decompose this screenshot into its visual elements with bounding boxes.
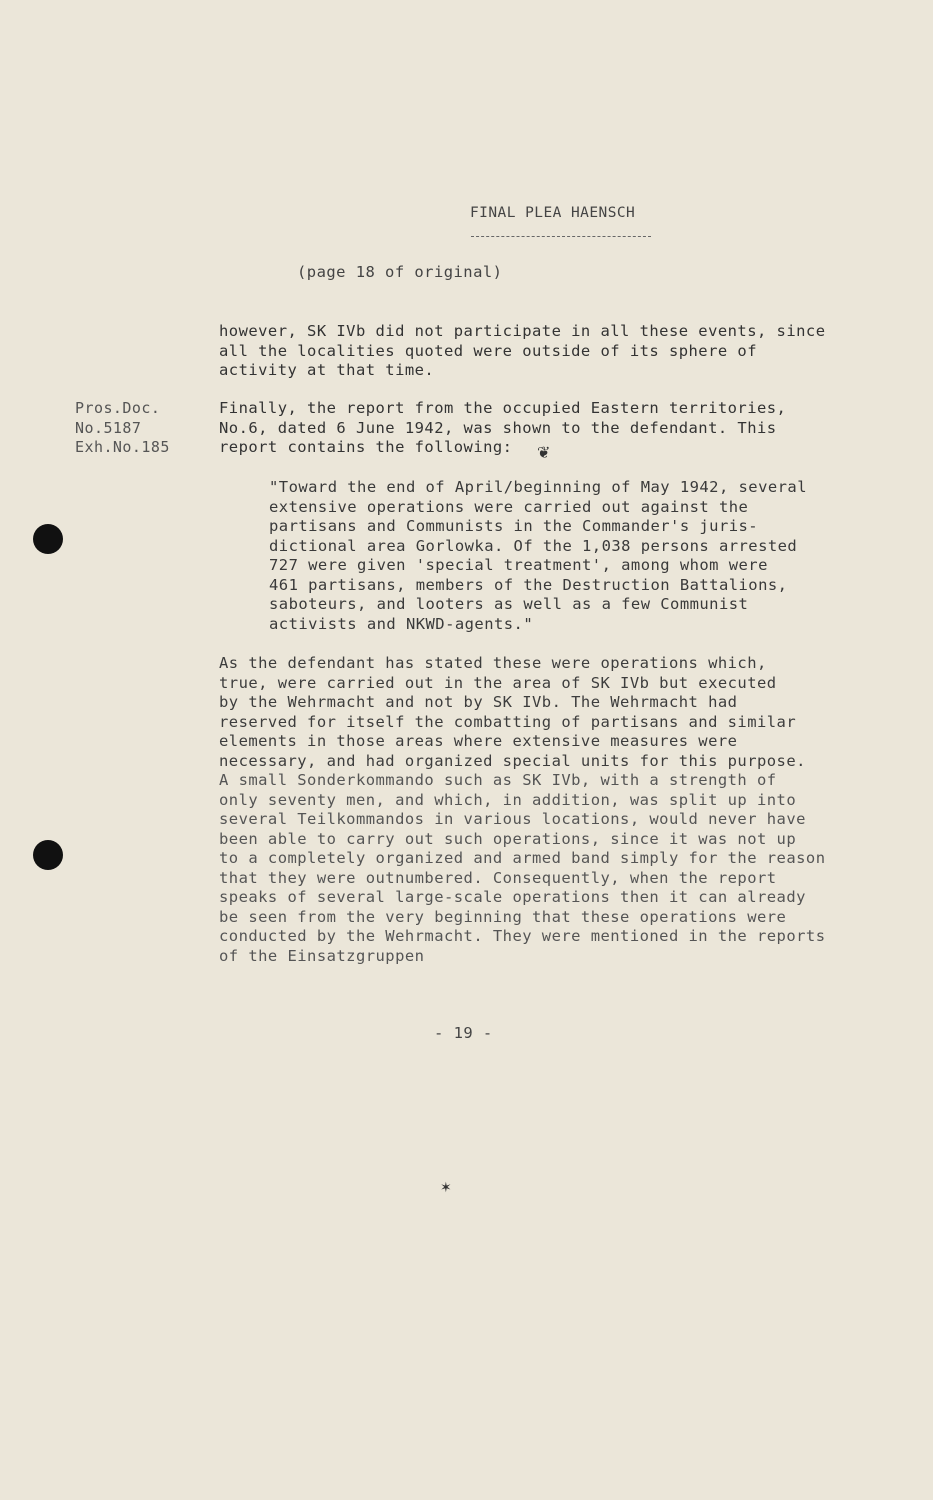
margin-note-line: No.5187 — [75, 418, 142, 437]
title-underline-rule — [471, 236, 651, 237]
quote-line: dictional area Gorlowka. Of the 1,038 persons arrested — [269, 536, 798, 555]
text-line: necessary, and had organized special units for this purpose. — [219, 751, 806, 770]
document-title: FINAL PLEA HAENSCH — [470, 205, 636, 221]
page-number: - 19 - — [434, 1024, 493, 1042]
ink-mark: ❦ — [537, 443, 551, 462]
quote-line: extensive operations were carried out against the — [269, 497, 749, 516]
text-line: been able to carry out such operations, since it was not up — [219, 829, 797, 848]
text-line: elements in those areas where extensive measures were — [219, 732, 738, 750]
text-line: of the Einsatzgruppen — [219, 946, 425, 965]
text-line: A small Sonderkommando such as SK IVb, with a strength of — [219, 771, 777, 789]
paragraph-2 — [219, 399, 786, 458]
margin-note-line: Pros.Doc. — [75, 399, 161, 417]
paragraph-1 — [219, 322, 825, 381]
text-line: reserved for itself the combatting of partisans and similar — [219, 712, 797, 731]
text-line: to a completely organized and armed band simply for the reason — [219, 849, 826, 867]
text-line: As the defendant has stated these were operations which, — [219, 654, 767, 672]
text-line: be seen from the very beginning that these operations were — [219, 907, 787, 926]
text-line: speaks of several large-scale operations then it can already — [219, 888, 806, 906]
margin-note-line: Exh.No.185 — [75, 438, 170, 456]
text-line: No.6, dated 6 June 1942, was shown to the defendant. This — [219, 418, 777, 437]
text-line: all the localities quoted were outside of its sphere of — [219, 341, 757, 360]
ink-mark: ✶ — [440, 1180, 452, 1196]
text-line: activity at that time. — [219, 361, 435, 379]
block-quote — [269, 478, 807, 634]
paragraph-3 — [219, 654, 825, 966]
page-reference: (page 18 of original) — [297, 263, 503, 281]
punch-hole — [33, 840, 63, 870]
margin-note — [75, 399, 170, 458]
text-line: by the Wehrmacht and not by SK IVb. The Wehrmacht had — [219, 693, 738, 711]
punch-hole — [33, 524, 63, 554]
quote-line: activists and NKWD-agents." — [269, 614, 534, 633]
text-line: however, SK IVb did not participate in all these events, since — [219, 322, 826, 340]
quote-line: saboteurs, and looters as well as a few Communist — [269, 595, 749, 613]
text-line: true, were carried out in the area of SK IVb but executed — [219, 673, 777, 692]
text-line: conducted by the Wehrmacht. They were mentioned in the reports — [219, 927, 826, 945]
quote-line: partisans and Communists in the Commander's juris- — [269, 517, 759, 535]
quote-line: 727 were given 'special treatment', among whom were — [269, 556, 768, 574]
text-line: report contains the following: — [219, 438, 513, 456]
text-line: Finally, the report from the occupied Eastern territories, — [219, 399, 787, 417]
quote-line: 461 partisans, members of the Destruction Battalions, — [269, 575, 788, 594]
text-line: several Teilkommandos in various locations, would never have — [219, 810, 806, 828]
quote-line: "Toward the end of April/beginning of May 1942, several — [269, 478, 807, 496]
text-line: that they were outnumbered. Consequently, when the report — [219, 868, 777, 887]
text-line: only seventy men, and which, in addition, was split up into — [219, 790, 797, 809]
